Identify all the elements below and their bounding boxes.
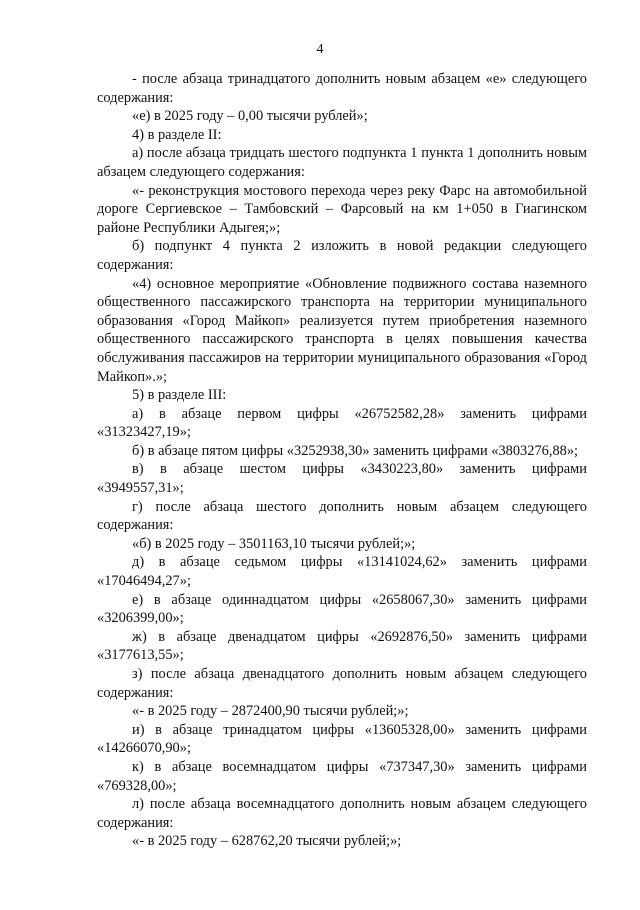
paragraph: «- в 2025 году – 2872400,90 тысячи рублей;»; [132,703,409,720]
document-body [97,70,587,851]
paragraph: «б) в 2025 году – 3501163,10 тысячи рублей;»; [132,535,416,552]
paragraph: 4) в разделе II: [132,126,222,143]
paragraph: з) после абзаца двенадцатого дополнить новым абзацем следующего содержания: [97,666,587,701]
paragraph: е) в абзаце одиннадцатом цифры «2658067,30» заменить цифрами «3206399,00»; [97,591,587,627]
paragraph: ж) в абзаце двенадцатом цифры «2692876,50» заменить цифрами «3177613,55»; [97,628,587,664]
paragraph: «- реконструкция мостового перехода через реку Фарс на автомобильной дороге Сергиевское – Тамбовский – Фарсовый на км 1+050 в Гиагинском районе Республики Адыгея;»; [97,182,587,236]
paragraph: г) после абзаца шестого дополнить новым абзацем следующего содержания: [97,498,587,534]
paragraph: б) в абзаце пятом цифры «3252938,30» заменить цифрами «3803276,88»; [132,442,579,459]
paragraph: а) в абзаце первом цифры «26752582,28» заменить цифрами «31323427,19»; [97,405,587,441]
page-number: 4 [316,42,324,57]
paragraph: б) подпункт 4 пункта 2 изложить в новой редакции следующего содержания: [97,238,587,273]
paragraph: 5) в разделе III: [132,387,227,404]
paragraph: «- в 2025 году – 628762,20 тысячи рублей;»; [132,833,402,850]
paragraph: д) в абзаце седьмом цифры «13141024,62» заменить цифрами «17046494,27»; [97,554,587,590]
paragraph: а) после абзаца тридцать шестого подпункта 1 пункта 1 дополнить новым абзацем следующего содержания: [97,145,587,180]
paragraph: «е) в 2025 году – 0,00 тысячи рублей»; [132,108,368,125]
paragraph: «4) основное мероприятие «Обновление подвижного состава наземного общественного пассажирского транспорта на территории муниципального образования «Город Майкоп» реализуется путем приобретения наземного общественного пассажирского транспорта в целях повышения качества обслуживания пассажиров на территории муниципального образования «Город Майкоп».»; [97,275,587,385]
paragraph: в) в абзаце шестом цифры «3430223,80» заменить цифрами «3949557,31»; [97,461,587,497]
paragraph: и) в абзаце тринадцатом цифры «13605328,00» заменить цифрами «14266070,90»; [97,721,587,757]
paragraph: - после абзаца тринадцатого дополнить новым абзацем «е» следующего содержания: [97,71,587,106]
paragraph: л) после абзаца восемнадцатого дополнить новым абзацем следующего содержания: [97,796,587,831]
paragraph: к) в абзаце восемнадцатом цифры «737347,30» заменить цифрами «769328,00»; [97,758,587,794]
